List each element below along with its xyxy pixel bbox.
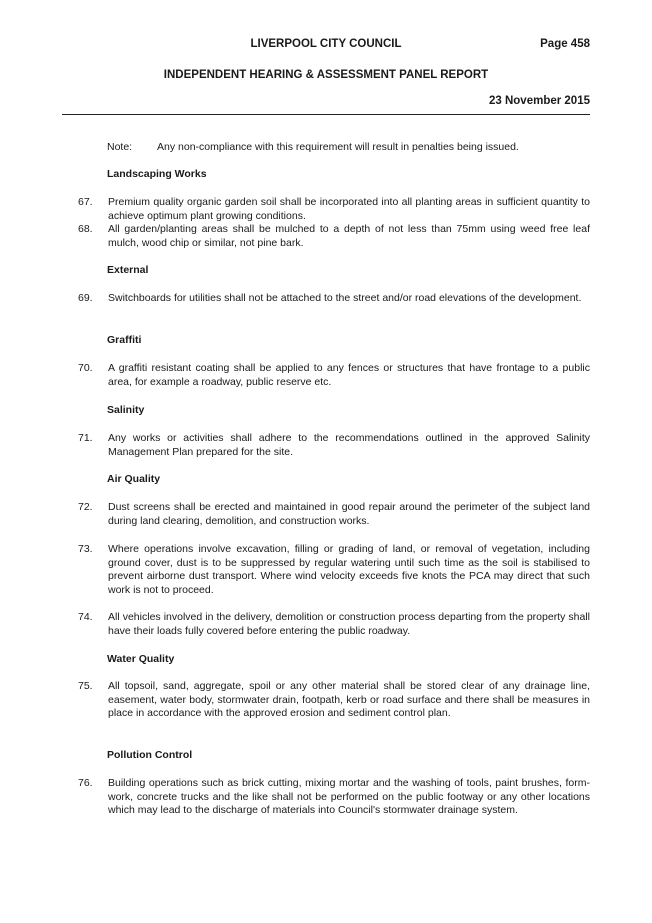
section-heading-external: External <box>107 264 149 276</box>
condition-item-73 <box>78 543 590 597</box>
section-heading-graffiti: Graffiti <box>107 334 142 346</box>
condition-number: 69. <box>78 292 93 304</box>
condition-number: 76. <box>78 777 93 789</box>
condition-item-67 <box>78 196 590 223</box>
condition-text: All topsoil, sand, aggregate, spoil or any other material shall be stored clear of any drainage line, easement, water body, stormwater drain, footpath, kerb or road surface and there shall be measures in place in accordance with the approved erosion and sediment control plan. <box>108 680 590 719</box>
condition-text: All vehicles involved in the delivery, demolition or construction process departing from the property shall have their loads fully covered before entering the public roadway. <box>108 611 590 637</box>
condition-item-68 <box>78 223 590 250</box>
condition-text: A graffiti resistant coating shall be applied to any fences or structures that have frontage to a public area, for example a roadway, public reserve etc. <box>108 362 590 388</box>
condition-number: 70. <box>78 362 93 374</box>
section-heading-landscaping: Landscaping Works <box>107 168 207 180</box>
condition-item-72 <box>78 501 590 528</box>
condition-item-75 <box>78 680 590 721</box>
condition-number: 71. <box>78 432 93 444</box>
condition-text: Where operations involve excavation, filling or grading of land, or removal of vegetation, including ground cover, dust is to be suppressed by regular watering until such time as the soil is stabilised to prevent airborne dust transport. Where wind velocity exceeds five knots the PCA may direct that such work is not to proceed. <box>108 543 590 596</box>
condition-text: Any works or activities shall adhere to the recommendations outlined in the approved Salinity Management Plan prepared for the site. <box>108 432 590 458</box>
condition-text: All garden/planting areas shall be mulched to a depth of not less than 75mm using weed free leaf mulch, wood chip or similar, not pine bark. <box>108 223 590 249</box>
condition-item-76 <box>78 777 590 818</box>
note-text: Any non-compliance with this requirement will result in penalties being issued. <box>157 141 519 153</box>
condition-item-70 <box>78 362 590 389</box>
condition-item-74 <box>78 611 590 638</box>
condition-text: Building operations such as brick cutting, mixing mortar and the washing of tools, paint brushes, form-work, concrete trucks and the like shall not be performed on the public footway or any other locations which may lead to the discharge of materials into Council's stormwater drainage system. <box>108 777 590 816</box>
condition-item-69 <box>78 292 590 306</box>
report-date: 23 November 2015 <box>488 95 590 107</box>
section-heading-pollution-control: Pollution Control <box>107 749 193 761</box>
header-divider <box>62 114 590 115</box>
council-name: LIVERPOOL CITY COUNCIL <box>250 38 402 50</box>
page-number: Page 458 <box>540 38 590 50</box>
condition-number: 72. <box>78 501 93 513</box>
report-title: INDEPENDENT HEARING & ASSESSMENT PANEL REPORT <box>163 69 489 81</box>
condition-number: 67. <box>78 196 93 208</box>
section-heading-salinity: Salinity <box>107 404 145 416</box>
condition-number: 73. <box>78 543 93 555</box>
condition-number: 75. <box>78 680 93 692</box>
section-heading-air-quality: Air Quality <box>107 473 161 485</box>
penalty-note <box>107 141 519 153</box>
section-heading-water-quality: Water Quality <box>107 653 175 665</box>
condition-text: Switchboards for utilities shall not be attached to the street and/or road elevations of the development. <box>108 292 582 304</box>
condition-number: 68. <box>78 223 93 235</box>
condition-text: Dust screens shall be erected and maintained in good repair around the perimeter of the subject land during land clearing, demolition, and construction works. <box>108 501 590 527</box>
condition-number: 74. <box>78 611 93 623</box>
condition-item-71 <box>78 432 590 459</box>
note-label: Note: <box>107 141 133 153</box>
condition-text: Premium quality organic garden soil shall be incorporated into all planting areas in sufficient quantity to achieve optimum plant growing conditions. <box>108 196 590 222</box>
